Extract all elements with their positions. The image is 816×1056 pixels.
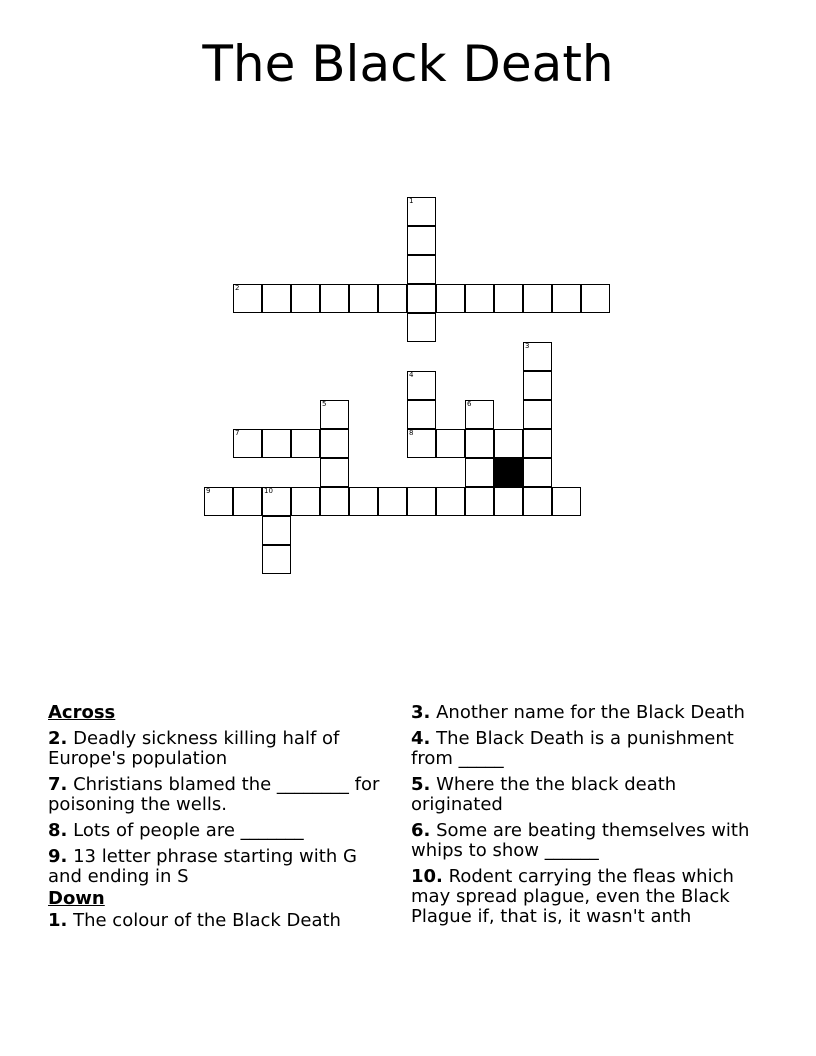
grid-cell[interactable] — [523, 429, 552, 458]
clue-text: Deadly sickness killing half of Europe's population — [48, 728, 340, 769]
grid-cell[interactable] — [291, 429, 320, 458]
cell-number: 2 — [235, 284, 240, 292]
clue-number: 8. — [48, 820, 68, 841]
cell-number: 4 — [409, 371, 414, 379]
grid-cell[interactable] — [552, 284, 581, 313]
clue-number: 2. — [48, 728, 68, 749]
clue-down-1 — [48, 911, 388, 931]
cell-number: 6 — [467, 400, 472, 408]
grid-cell[interactable] — [291, 284, 320, 313]
grid-cell[interactable] — [523, 284, 552, 313]
grid-cell[interactable] — [378, 284, 407, 313]
cell-number: 10 — [264, 487, 273, 495]
clue-across-8 — [48, 821, 388, 841]
clue-text: The colour of the Black Death — [73, 910, 341, 931]
grid-cell[interactable] — [581, 284, 610, 313]
grid-cell[interactable] — [494, 429, 523, 458]
grid-cell[interactable] — [262, 545, 291, 574]
clue-text: Another name for the Black Death — [436, 702, 745, 723]
clue-down-10 — [411, 867, 771, 927]
clue-text: Lots of people are _______ — [73, 820, 304, 841]
grid-cell[interactable] — [465, 400, 494, 429]
cell-number: 1 — [409, 197, 414, 205]
grid-cell[interactable] — [523, 400, 552, 429]
clue-number: 4. — [411, 728, 431, 749]
grid-cell[interactable] — [407, 371, 436, 400]
cell-number: 7 — [235, 429, 240, 437]
cell-number: 5 — [322, 400, 327, 408]
clue-across-7 — [48, 775, 388, 815]
clue-down-5 — [411, 775, 771, 815]
grid-cell[interactable] — [407, 313, 436, 342]
clues-right-column — [411, 703, 771, 933]
grid-cell[interactable] — [465, 487, 494, 516]
grid-cell[interactable] — [320, 458, 349, 487]
grid-cell[interactable] — [436, 487, 465, 516]
clue-number: 10. — [411, 866, 443, 887]
grid-cell[interactable] — [494, 487, 523, 516]
grid-cell[interactable] — [523, 487, 552, 516]
grid-cell[interactable] — [233, 284, 262, 313]
grid-cell[interactable] — [320, 284, 349, 313]
grid-cell[interactable] — [523, 458, 552, 487]
page-title: The Black Death — [202, 35, 614, 93]
clue-number: 1. — [48, 910, 68, 931]
clue-down-3 — [411, 703, 771, 723]
cell-number: 8 — [409, 429, 414, 437]
clue-across-9 — [48, 847, 388, 887]
clue-number: 7. — [48, 774, 68, 795]
grid-cell[interactable] — [436, 429, 465, 458]
grid-cell[interactable] — [320, 487, 349, 516]
grid-cell[interactable] — [494, 284, 523, 313]
down-heading: Down — [48, 888, 105, 909]
grid-block-cell — [494, 458, 523, 487]
clue-number: 5. — [411, 774, 431, 795]
grid-cell[interactable] — [291, 487, 320, 516]
grid-cell[interactable] — [407, 255, 436, 284]
grid-cell[interactable] — [262, 516, 291, 545]
clue-text: Some are beating themselves with whips to show ______ — [411, 820, 750, 861]
grid-cell[interactable] — [204, 487, 233, 516]
grid-cell[interactable] — [407, 226, 436, 255]
clue-number: 3. — [411, 702, 431, 723]
grid-cell[interactable] — [262, 429, 291, 458]
clue-text: Rodent carrying the fleas which may spread plague, even the Black Plague if, that is, it wasn't anth — [411, 866, 734, 927]
grid-cell[interactable] — [523, 342, 552, 371]
grid-cell[interactable] — [378, 487, 407, 516]
grid-cell[interactable] — [436, 284, 465, 313]
grid-cell[interactable] — [407, 429, 436, 458]
grid-cell[interactable] — [465, 458, 494, 487]
grid-cell[interactable] — [407, 284, 436, 313]
clue-text: The Black Death is a punishment from _____ — [411, 728, 734, 769]
across-heading: Across — [48, 702, 116, 723]
grid-cell[interactable] — [262, 284, 291, 313]
grid-cell[interactable] — [407, 197, 436, 226]
grid-cell[interactable] — [349, 284, 378, 313]
grid-cell[interactable] — [523, 371, 552, 400]
clue-text: Where the the black death originated — [411, 774, 677, 815]
clue-text: Christians blamed the ________ for poisoning the wells. — [48, 774, 380, 815]
grid-cell[interactable] — [262, 487, 291, 516]
clue-text: 13 letter phrase starting with G and ending in S — [48, 846, 357, 887]
grid-cell[interactable] — [407, 487, 436, 516]
cell-number: 9 — [206, 487, 211, 495]
grid-cell[interactable] — [407, 400, 436, 429]
grid-cell[interactable] — [320, 400, 349, 429]
clue-down-4 — [411, 729, 771, 769]
grid-cell[interactable] — [320, 429, 349, 458]
grid-cell[interactable] — [465, 429, 494, 458]
clue-down-6 — [411, 821, 771, 861]
cell-number: 3 — [525, 342, 530, 350]
grid-cell[interactable] — [233, 429, 262, 458]
grid-cell[interactable] — [349, 487, 378, 516]
grid-cell[interactable] — [552, 487, 581, 516]
clues-left-column — [48, 703, 388, 937]
clue-number: 6. — [411, 820, 431, 841]
grid-cell[interactable] — [233, 487, 262, 516]
clue-number: 9. — [48, 846, 68, 867]
grid-cell[interactable] — [465, 284, 494, 313]
clue-across-2 — [48, 729, 388, 769]
